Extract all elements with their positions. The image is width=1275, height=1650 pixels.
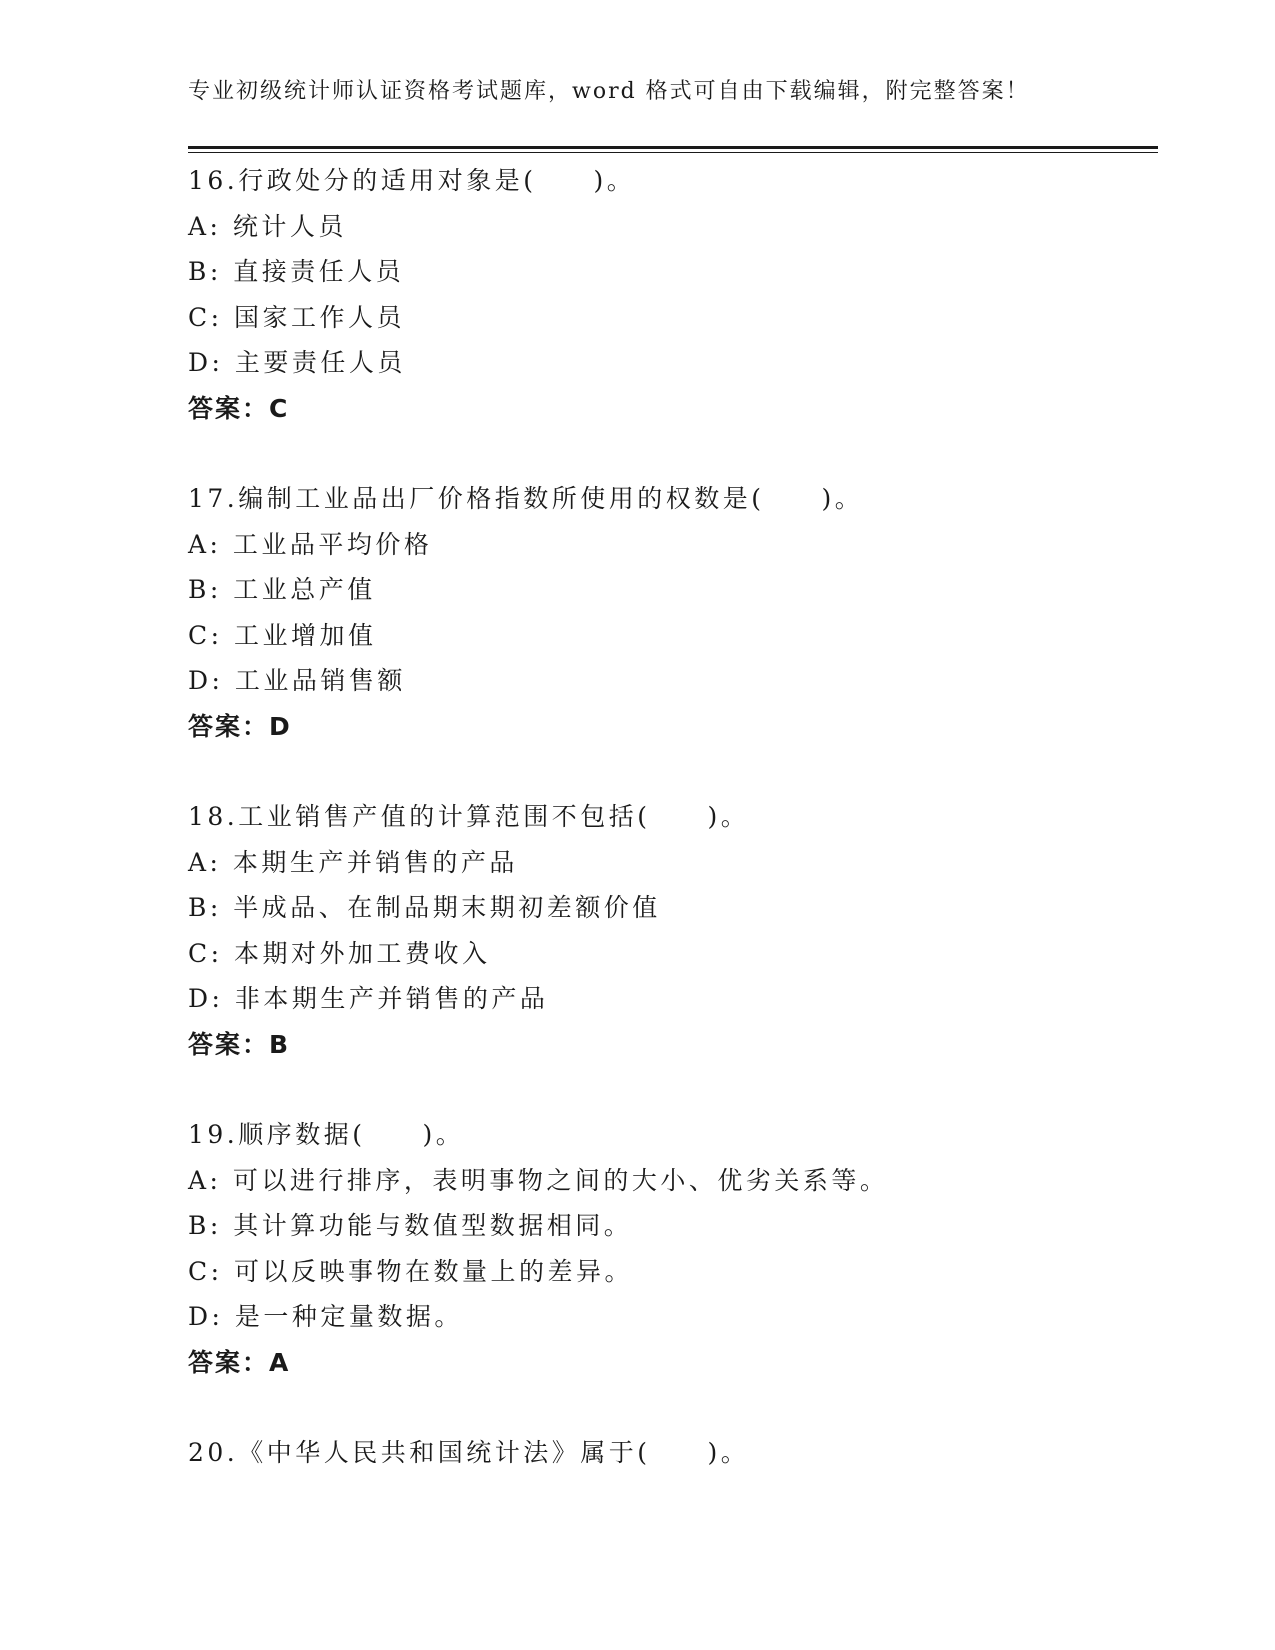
option-c: C: 工业增加值 [188, 620, 377, 650]
option-a: A: 统计人员 [188, 211, 347, 241]
question-17 [188, 476, 1158, 749]
question-16 [188, 158, 1158, 431]
question-stem: 19.顺序数据( )。 [188, 1120, 465, 1149]
option-b: B: 直接责任人员 [188, 257, 405, 286]
answer: 答案：D [188, 711, 292, 741]
answer: 答案：A [188, 1347, 291, 1377]
question-20 [188, 1430, 1158, 1476]
option-b: B: 半成品、在制品期末期初差额价值 [188, 893, 661, 922]
option-d: D: 工业品销售额 [188, 666, 406, 695]
option-d: D: 非本期生产并销售的产品 [188, 984, 549, 1013]
option-b: B: 其计算功能与数值型数据相同。 [188, 1211, 633, 1240]
option-b: B: 工业总产值 [188, 575, 376, 604]
header-rule-thin [188, 152, 1158, 153]
option-a: A: 可以进行排序，表明事物之间的大小、优劣关系等。 [188, 1165, 889, 1195]
option-a: A: 工业品平均价格 [188, 529, 433, 559]
option-d: D: 主要责任人员 [188, 348, 406, 377]
header-rule-thick [188, 146, 1158, 149]
question-stem: 16.行政处分的适用对象是( )。 [188, 166, 636, 195]
question-list [188, 158, 1158, 1521]
option-c: C: 本期对外加工费收入 [188, 938, 491, 968]
answer: 答案：B [188, 1029, 291, 1059]
page-header: 专业初级统计师认证资格考试题库，word 格式可自由下载编辑，附完整答案！ [188, 79, 1030, 104]
option-a: A: 本期生产并销售的产品 [188, 847, 518, 877]
option-c: C: 国家工作人员 [188, 302, 405, 332]
question-stem: 17.编制工业品出厂价格指数所使用的权数是( )。 [188, 484, 864, 513]
option-c: C: 可以反映事物在数量上的差异。 [188, 1256, 633, 1286]
question-18 [188, 794, 1158, 1067]
question-19 [188, 1112, 1158, 1385]
answer: 答案：C [188, 393, 290, 423]
question-stem: 18.工业销售产值的计算范围不包括( )。 [188, 802, 750, 831]
question-stem: 20.《中华人民共和国统计法》属于( )。 [188, 1438, 750, 1467]
option-d: D: 是一种定量数据。 [188, 1302, 463, 1331]
